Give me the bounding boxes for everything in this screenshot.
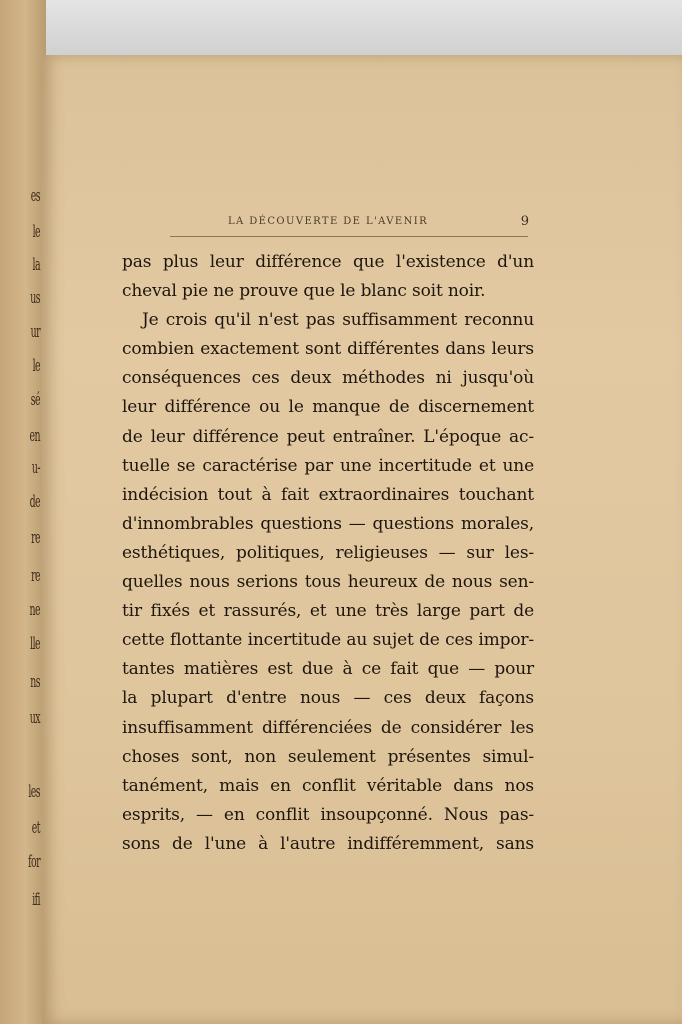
facing-page-fragment: ne: [29, 600, 40, 620]
facing-page-fragment: sé: [30, 390, 40, 410]
text-line: d'innombrables questions — questions morales,: [122, 513, 534, 534]
facing-page-fragment: ifi: [32, 890, 40, 910]
facing-page-fragment: le: [32, 222, 40, 242]
facing-page-edge: [0, 0, 46, 1024]
facing-page-fragment: de: [29, 492, 40, 512]
text-line: sons de l'une à l'autre indifféremment, sans: [122, 833, 534, 854]
facing-page-fragment: les: [28, 782, 40, 802]
facing-page-fragment: ur: [30, 322, 40, 342]
text-line: tanément, mais en conflit véritable dans nos: [122, 775, 534, 796]
running-head-title: LA DÉCOUVERTE DE L'AVENIR: [228, 216, 429, 227]
facing-page-fragment: es: [30, 186, 40, 206]
text-line: de leur différence peut entraîner. L'époque ac-: [122, 426, 534, 447]
facing-page-fragment: la: [32, 255, 40, 275]
facing-page-fragment: us: [30, 288, 40, 308]
facing-page-fragment: for: [28, 852, 40, 872]
text-line: tir fixés et rassurés, et une très large part de: [122, 601, 534, 622]
text-line: choses sont, non seulement présentes simul-: [122, 746, 534, 767]
text-line: esthétiques, politiques, religieuses — sur les-: [122, 542, 534, 563]
facing-page-fragment: re: [31, 528, 40, 548]
facing-page-fragment: re: [31, 566, 40, 586]
text-line: leur différence ou le manque de discernement: [122, 397, 534, 418]
text-line: quelles nous serions tous heureux de nous sen-: [122, 572, 534, 593]
facing-page-fragment: lle: [30, 634, 40, 654]
facing-page-fragment: u-: [31, 458, 40, 478]
text-line: Je crois qu'il n'est pas suffisamment reconnu: [142, 310, 534, 331]
facing-page-fragment: ux: [29, 708, 40, 728]
facing-page-fragment: ns: [30, 672, 40, 692]
facing-page-fragment: et: [31, 818, 40, 838]
text-line: combien exactement sont différentes dans leurs: [122, 339, 534, 360]
text-line: conséquences ces deux méthodes ni jusqu'où: [122, 368, 534, 389]
text-line: tuelle se caractérise par une incertitude et une: [122, 455, 534, 476]
text-line: cheval pie ne prouve que le blanc soit noir.: [122, 281, 486, 302]
text-line: cette flottante incertitude au sujet de ces impor-: [122, 630, 534, 651]
text-line: indécision tout à fait extraordinaires touchant: [122, 484, 534, 505]
page-number: 9: [520, 214, 529, 229]
background: [0, 0, 682, 60]
facing-page-fragment: le: [32, 356, 40, 376]
text-line: pas plus leur différence que l'existence d'un: [122, 252, 534, 272]
header-rule: [170, 236, 528, 237]
text-line: tantes matières est due à ce fait que — pour: [122, 659, 534, 680]
text-line: la plupart d'entre nous — ces deux façons: [122, 688, 534, 709]
body-text: [122, 248, 534, 859]
text-line: insuffisamment différenciées de considérer les: [122, 717, 534, 738]
running-head: [228, 216, 533, 234]
facing-page-fragment: en: [29, 426, 40, 446]
text-line: esprits, — en conflit insoupçonné. Nous pas-: [122, 804, 534, 825]
